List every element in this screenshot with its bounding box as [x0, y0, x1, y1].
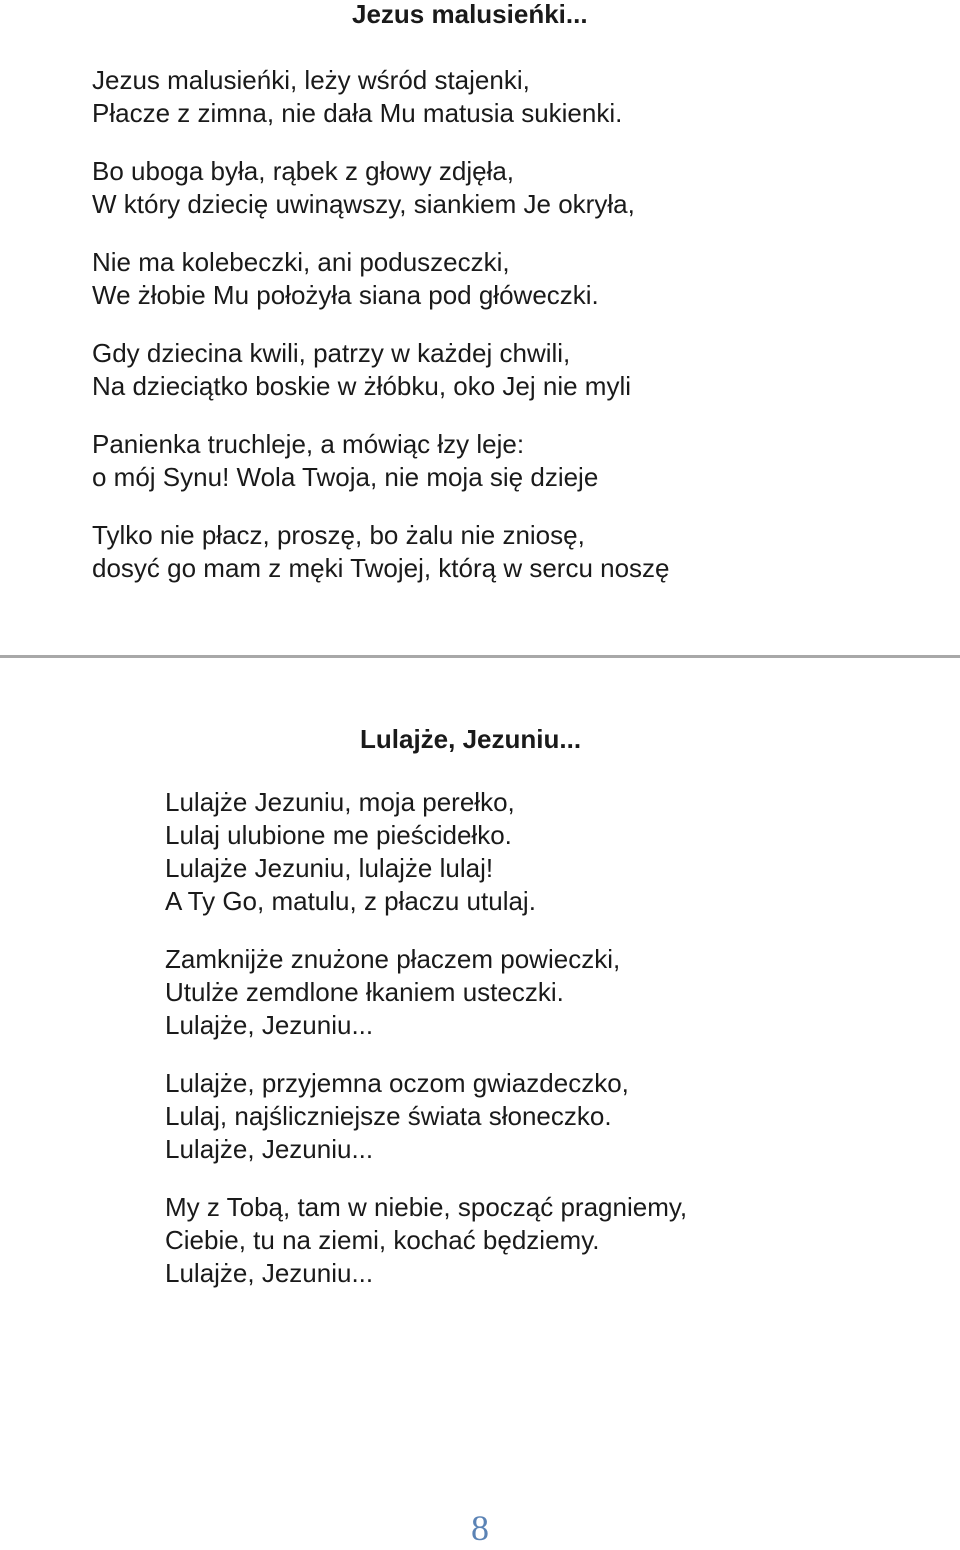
lyric-line: Lulajże, przyjemna oczom gwiazdeczko,: [165, 1068, 629, 1098]
lyric-line: My z Tobą, tam w niebie, spocząć pragniemy,: [165, 1192, 688, 1222]
song-2-stanza-4: [165, 1191, 687, 1290]
lyric-line: Lulajże, Jezuniu...: [165, 1010, 374, 1040]
song-1-stanza-6: [92, 519, 670, 585]
lyric-line: W który dziecię uwinąwszy, siankiem Je okryła,: [92, 189, 635, 219]
song-2-lyrics: [165, 786, 687, 1290]
song-1-stanza-5: [92, 428, 670, 494]
lyric-line: We żłobie Mu położyła siana pod główeczki.: [92, 280, 599, 310]
song-1-title: Jezus malusieńki...: [352, 0, 588, 29]
lyric-line: o mój Synu! Wola Twoja, nie moja się dzieje: [92, 462, 599, 492]
lyric-line: Na dzieciątko boskie w żłóbku, oko Jej nie myli: [92, 371, 632, 401]
song-1-stanza-2: [92, 155, 670, 221]
lyric-line: Jezus malusieńki, leży wśród stajenki,: [92, 65, 530, 95]
lyric-line: Lulaj ulubione me pieścidełko.: [165, 820, 512, 850]
lyric-line: Lulajże, Jezuniu...: [165, 1258, 374, 1288]
song-2-stanza-1: [165, 786, 687, 918]
song-1-lyrics: [92, 64, 670, 585]
lyric-line: Lulajże Jezuniu, moja perełko,: [165, 787, 515, 817]
lyric-line: Panienka truchleje, a mówiąc łzy leje:: [92, 429, 525, 459]
song-1-stanza-4: [92, 337, 670, 403]
lyric-line: Utulże zemdlone łkaniem usteczki.: [165, 977, 564, 1007]
lyric-line: Ciebie, tu na ziemi, kochać będziemy.: [165, 1225, 600, 1255]
lyric-line: Zamknijże znużone płaczem powieczki,: [165, 944, 621, 974]
song-2-stanza-3: [165, 1067, 687, 1166]
song-2-stanza-2: [165, 943, 687, 1042]
lyric-line: Lulajże, Jezuniu...: [165, 1134, 374, 1164]
song-2-title: Lulajże, Jezuniu...: [360, 724, 582, 754]
lyric-line: Płacze z zimna, nie dała Mu matusia sukienki.: [92, 98, 623, 128]
lyric-line: Bo uboga była, rąbek z głowy zdjęła,: [92, 156, 515, 186]
lyric-line: dosyć go mam z męki Twojej, którą w sercu noszę: [92, 553, 670, 583]
lyric-line: Nie ma kolebeczki, ani poduszeczki,: [92, 247, 510, 277]
section-divider: [0, 655, 960, 658]
song-1-stanza-1: [92, 64, 670, 130]
lyric-line: Lulajże Jezuniu, lulajże lulaj!: [165, 853, 494, 883]
lyric-line: A Ty Go, matulu, z płaczu utulaj.: [165, 886, 536, 916]
lyric-line: Gdy dziecina kwili, patrzy w każdej chwili,: [92, 338, 571, 368]
lyric-line: Lulaj, najśliczniejsze świata słoneczko.: [165, 1101, 612, 1131]
page-number: 8: [471, 1508, 489, 1548]
song-1-stanza-3: [92, 246, 670, 312]
lyric-line: Tylko nie płacz, proszę, bo żalu nie zniosę,: [92, 520, 585, 550]
